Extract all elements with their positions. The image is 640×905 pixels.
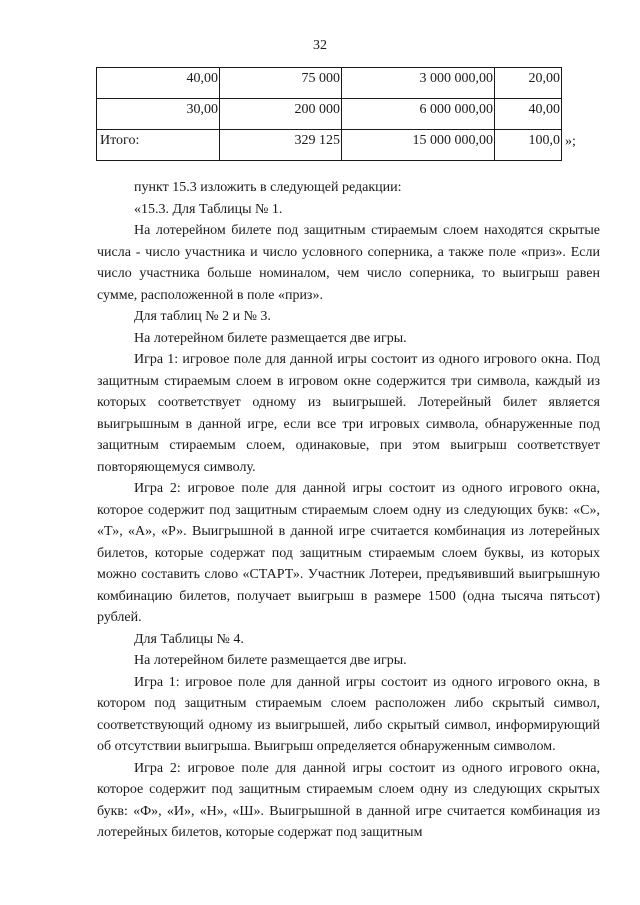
table-cell: 3 000 000,00 [342,68,495,99]
document-body [97,177,600,844]
paragraph: На лотерейном билете под защитным стираемым слоем находятся скрытые числа - число участника и число условного соперника, а также поле «приз». Если число участника больше номиналом, чем число соперника, то выигрыш равен сумме, расположенной в поле «приз». [97,223,600,303]
table-cell: 329 125 [220,130,342,161]
paragraph: На лотерейном билете размещается две игры. [134,653,407,668]
table-cell: 6 000 000,00 [342,99,495,130]
table-closing-quote: »; [565,134,576,149]
paragraph: Игра 1: игровое поле для данной игры состоит из одного игрового окна, в котором под защитным стираемым слоем расположен либо скрытый символ, соответствующий одному из выигрышей, либо скрытый символ, информирующий об отсутствии выигрыша. Выигрыш определяется обнаруженным символом. [97,674,600,754]
paragraph: Игра 2: игровое поле для данной игры состоит из одного игрового окна, которое содержит под защитным стираемым слоем одну из следующих букв: «С», «Т», «А», «Р». Выигрышной в данной игре считается комбинация из лотерейных билетов, которые содержат под защитным стираемым слоем буквы, из которых можно составить слово «СТАРТ». Участник Лотереи, предъявивший выигрышную комбинацию билетов, получает выигрыш в размере 1500 (одна тысяча пятьсот) рублей. [97,481,600,625]
table-total-row [97,130,562,161]
paragraph: На лотерейном билете размещается две игры. [134,330,407,346]
paragraph: Для Таблицы № 4. [134,631,244,647]
table-cell: 200 000 [220,99,342,130]
prize-table [96,67,562,161]
table-row [97,68,562,99]
table-cell: 30,00 [97,99,220,130]
table-cell: 75 000 [220,68,342,99]
paragraph: Игра 1: игровое поле для данной игры состоит из одного игрового окна. Под защитным стираемым слоем в игровом окне содержится три символа, каждый из которых соответствует одному из выигрышей. Лотерейный билет является выигрышным в данной игре, если все три игровых символа, обнаруженные под защитным стираемым слоем, одинаковые, при этом выигрыш соответствует повторяющемуся символу. [97,352,600,475]
table-cell: 20,00 [495,68,562,99]
paragraph: Для таблиц № 2 и № 3. [134,309,271,324]
table-cell: 40,00 [97,68,220,99]
paragraph: Игра 2: игровое поле для данной игры состоит из одного игрового окна, которое содержит под защитным стираемым слоем одну из следующих скрытых букв: «Ф», «И», «Н», «Ш». Выигрышной в данной игре считается комбинация из лотерейных билетов, которые содержат под защитным [97,760,600,840]
page-number: 32 [313,38,327,53]
paragraph: «15.3. Для Таблицы № 1. [134,201,283,217]
table-cell: 15 000 000,00 [342,130,495,161]
table-row [97,99,562,130]
table-cell: 100,0 [495,130,562,161]
total-label: Итого: [97,130,220,161]
table-cell: 40,00 [495,99,562,130]
paragraph: пункт 15.3 изложить в следующей редакции: [134,180,402,195]
